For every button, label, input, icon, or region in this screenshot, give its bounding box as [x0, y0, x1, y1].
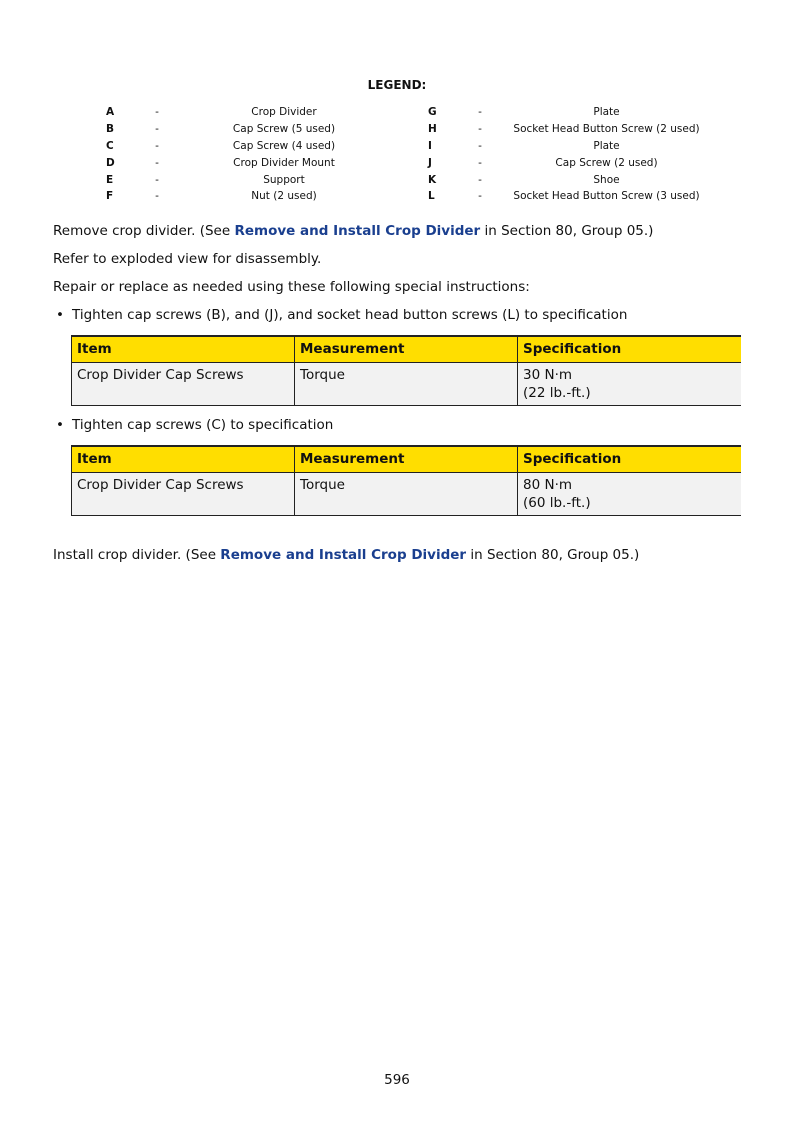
- repair-instruction: Repair or replace as needed using these following special instructions:: [53, 279, 530, 295]
- legend-text: Plate: [593, 106, 620, 118]
- legend-text: Nut (2 used): [251, 190, 317, 202]
- spec-metric: 30 N·m: [523, 367, 573, 383]
- remove-instruction: [53, 222, 653, 240]
- table-row: [72, 473, 742, 516]
- legend-key: B: [106, 123, 115, 135]
- bullet-icon: •: [56, 417, 64, 433]
- legend-text: Cap Screw (2 used): [555, 157, 658, 169]
- legend-key: E: [106, 174, 114, 186]
- cell-measurement: Torque: [295, 363, 518, 406]
- table-row: [72, 363, 742, 406]
- table-header-row: [72, 336, 742, 363]
- legend-key: L: [428, 190, 435, 202]
- legend-key: G: [428, 106, 437, 118]
- spec-imperial: (60 lb.-ft.): [523, 495, 591, 511]
- legend-dash: -: [155, 106, 159, 118]
- legend-key: H: [428, 123, 437, 135]
- page-number: 596: [384, 1072, 410, 1088]
- header-specification: Specification: [518, 446, 742, 473]
- remove-install-link[interactable]: Remove and Install Crop Divider: [234, 223, 481, 239]
- install-instruction-pre: Install crop divider. (See: [53, 547, 221, 563]
- bullet-item-c: [56, 416, 333, 434]
- legend-key: J: [428, 157, 432, 169]
- legend-text: Socket Head Button Screw (3 used): [513, 190, 700, 202]
- legend-dash: -: [478, 106, 482, 118]
- remove-install-link[interactable]: Remove and Install Crop Divider: [220, 547, 467, 563]
- table-header-row: [72, 446, 742, 473]
- spec-imperial: (22 lb.-ft.): [523, 385, 591, 401]
- legend-key: K: [428, 174, 437, 186]
- remove-instruction-pre: Remove crop divider. (See: [53, 223, 235, 239]
- header-measurement: Measurement: [295, 336, 518, 363]
- cell-item: Crop Divider Cap Screws: [72, 473, 295, 516]
- spec-table-2: [71, 445, 741, 516]
- bullet-text: Tighten cap screws (C) to specification: [72, 417, 334, 433]
- cell-item: Crop Divider Cap Screws: [72, 363, 295, 406]
- legend-text: Crop Divider: [251, 106, 317, 118]
- legend-text: Shoe: [593, 174, 620, 186]
- bullet-icon: •: [56, 307, 64, 323]
- legend-text: Support: [263, 174, 305, 186]
- legend-key: F: [106, 190, 114, 202]
- legend-text: Crop Divider Mount: [233, 157, 335, 169]
- legend-dash: -: [155, 174, 159, 186]
- legend-dash: -: [478, 140, 482, 152]
- legend-dash: -: [155, 157, 159, 169]
- cell-measurement: Torque: [295, 473, 518, 516]
- legend-dash: -: [155, 190, 159, 202]
- spec-table-1: [71, 335, 741, 406]
- install-instruction: [53, 546, 639, 564]
- cell-specification: [518, 363, 742, 406]
- bullet-item-b-j-l: [56, 306, 627, 324]
- cell-specification: [518, 473, 742, 516]
- legend-title: LEGEND:: [367, 78, 427, 92]
- legend-dash: -: [478, 157, 482, 169]
- header-item: Item: [72, 446, 295, 473]
- header-specification: Specification: [518, 336, 742, 363]
- spec-metric: 80 N·m: [523, 477, 573, 493]
- install-instruction-post: in Section 80, Group 05.): [466, 547, 640, 563]
- legend-dash: -: [478, 174, 482, 186]
- remove-instruction-post: in Section 80, Group 05.): [480, 223, 654, 239]
- legend-key: D: [106, 157, 115, 169]
- legend-text: Socket Head Button Screw (2 used): [513, 123, 700, 135]
- legend-text: Cap Screw (4 used): [232, 140, 336, 152]
- legend-key: C: [106, 140, 114, 152]
- header-item: Item: [72, 336, 295, 363]
- legend-dash: -: [478, 123, 482, 135]
- disassembly-instruction: Refer to exploded view for disassembly.: [53, 251, 322, 267]
- legend-dash: -: [478, 190, 482, 202]
- header-measurement: Measurement: [295, 446, 518, 473]
- legend-dash: -: [155, 123, 159, 135]
- bullet-text: Tighten cap screws (B), and (J), and socket head button screws (L) to specification: [72, 307, 628, 323]
- legend-key: I: [428, 140, 432, 152]
- legend-key: A: [106, 106, 115, 118]
- legend-text: Plate: [593, 140, 620, 152]
- legend-dash: -: [155, 140, 159, 152]
- legend-text: Cap Screw (5 used): [232, 123, 336, 135]
